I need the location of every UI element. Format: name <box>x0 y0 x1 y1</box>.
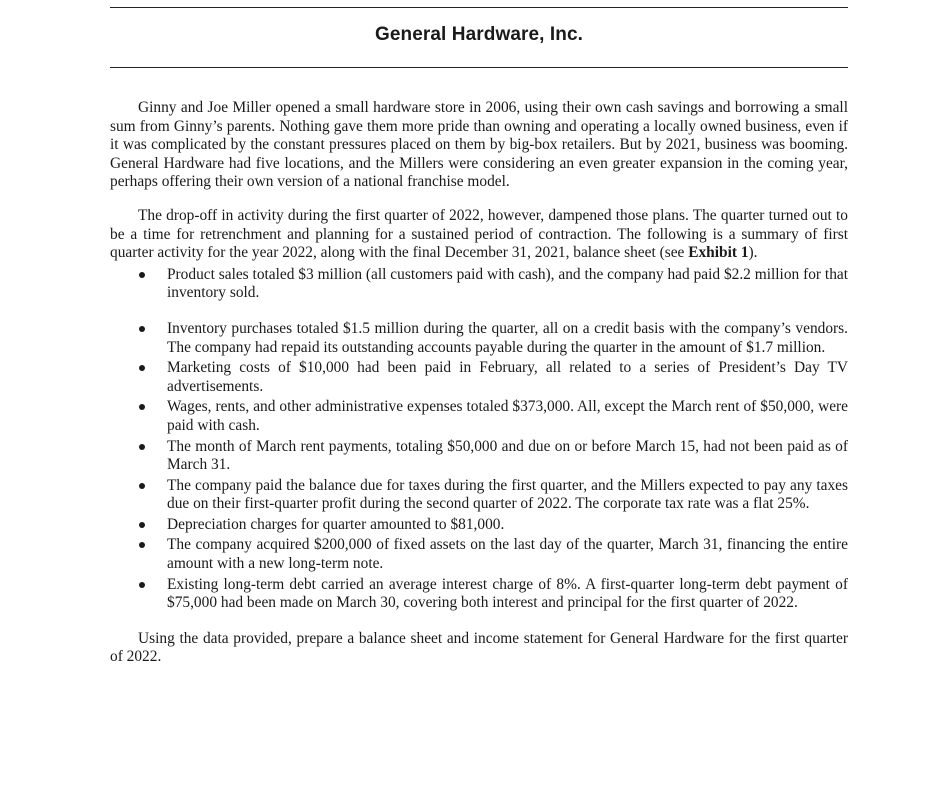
list-item <box>110 576 848 613</box>
bullet-icon <box>139 522 145 528</box>
list-item-text: Inventory purchases totaled $1.5 million during the quarter, all on a credit basis with the company’s vendors. The company had repaid its outstanding accounts payable during the quarter in the amount of $1.7 million. <box>167 319 848 356</box>
list-item-text: Existing long-term debt carried an average interest charge of 8%. A first-quarter long-term debt payment of $75,000 had been made on March 30, covering both interest and principal for the first quarter of 2022. <box>167 575 848 612</box>
closing-paragraph: Using the data provided, prepare a balance sheet and income statement for General Hardware for the first quarter of 2022. <box>110 629 848 666</box>
document-body <box>110 99 848 667</box>
bullet-icon <box>139 444 145 450</box>
list-item-text: Marketing costs of $10,000 had been paid in February, all related to a series of President’s Day TV advertisements. <box>167 359 848 395</box>
activity-list <box>110 266 848 613</box>
summary-paragraph <box>110 207 848 263</box>
bullet-icon <box>139 542 145 548</box>
list-item-text: The month of March rent payments, totaling $50,000 and due on or before March 15, had not been paid as of March 31. <box>167 437 848 474</box>
list-item <box>110 536 848 573</box>
top-rule <box>110 7 848 8</box>
bullet-icon <box>139 272 145 278</box>
list-item <box>110 320 848 357</box>
bullet-icon <box>139 404 145 410</box>
bullet-icon <box>139 483 145 489</box>
document-title: General Hardware, Inc. <box>374 24 584 45</box>
list-item <box>110 266 848 303</box>
list-item <box>110 438 848 475</box>
title-bottom-rule <box>110 67 848 68</box>
list-item-text: The company acquired $200,000 of fixed assets on the last day of the quarter, March 31, financing the entire amount with a new long-term note. <box>167 536 848 573</box>
list-item <box>110 359 848 396</box>
list-item <box>110 477 848 514</box>
list-item <box>110 516 848 535</box>
list-item <box>110 398 848 435</box>
list-item-text: Depreciation charges for quarter amounted to $81,000. <box>167 515 505 533</box>
bullet-icon <box>139 326 145 332</box>
list-item-text: Product sales totaled $3 million (all customers paid with cash), and the company had paid $2.2 million for that inventory sold. <box>167 265 848 302</box>
exhibit-reference: Exhibit 1 <box>688 244 749 262</box>
intro-paragraph: Ginny and Joe Miller opened a small hardware store in 2006, using their own cash savings and borrowing a small sum from Ginny’s parents. Nothing gave them more pride than owning and operating a locally owned business, even if it was complicated by the constant pressures placed on them by big-box retailers. But by 2021, business was booming. General Hardware had five locations, and the Millers were considering an even greater expansion in the coming year, perhaps offering their own version of a national franchise model. <box>110 99 848 191</box>
bullet-icon <box>139 582 145 588</box>
summary-paragraph-end: ). <box>748 244 758 262</box>
list-item-text: Wages, rents, and other administrative expenses totaled $373,000. All, except the March rent of $50,000, were paid with cash. <box>167 398 848 434</box>
list-item-text: The company paid the balance due for taxes during the first quarter, and the Millers expected to pay any taxes due on their first-quarter profit during the second quarter of 2022. The corporate tax rate was a flat 25%. <box>167 476 848 513</box>
summary-paragraph-text: The drop-off in activity during the first quarter of 2022, however, dampened those plans. The quarter turned out to be a time for retrenchment and planning for a sustained period of contraction. The following is a summary of first quarter activity for the year 2022, along with the final December 31, 2021, balance sheet (see <box>110 206 848 262</box>
document-page <box>110 0 848 804</box>
bullet-icon <box>139 365 145 371</box>
